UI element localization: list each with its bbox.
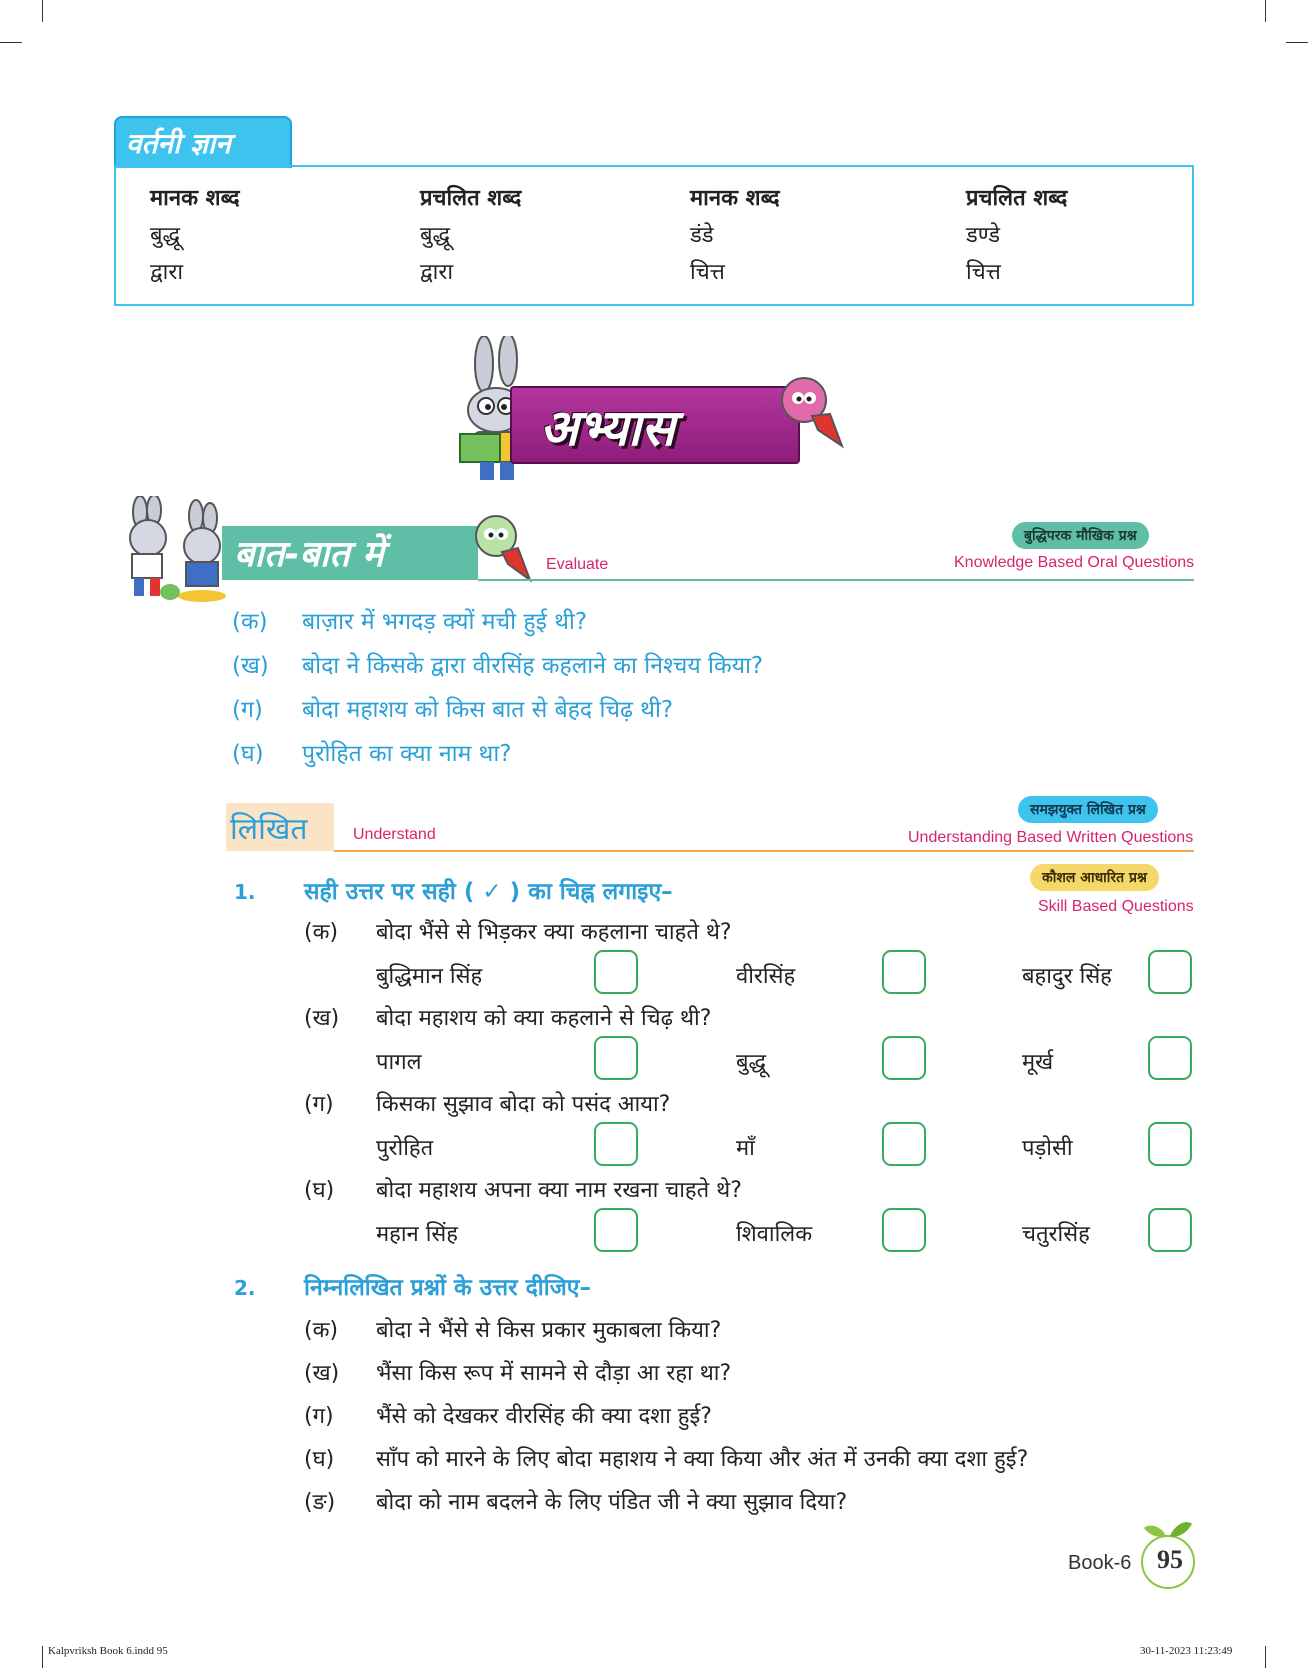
written-section-rule [334, 850, 1194, 852]
mcq-option: महान सिंह [376, 1222, 458, 1247]
mcq-option: पागल [376, 1050, 422, 1075]
spelling-column [690, 180, 780, 291]
word: डण्डे [966, 223, 1000, 248]
oral-badge-en: Knowledge Based Oral Questions [954, 554, 1195, 571]
column-header: प्रचलित शब्द [966, 186, 1068, 211]
spelling-title: वर्तनी ज्ञान [126, 127, 231, 160]
column-header: मानक शब्द [690, 186, 780, 211]
rabbits-illustration [110, 496, 234, 606]
answer-checkbox[interactable] [1148, 1208, 1192, 1252]
mcq-option: माँ [736, 1136, 755, 1161]
mcq-option: बुद्धू [736, 1050, 767, 1075]
oral-section-banner [222, 526, 478, 580]
written-section-tab [226, 803, 334, 851]
crop-mark [42, 1646, 43, 1668]
mcq-option: पुरोहित [376, 1136, 434, 1161]
skill-badge-en: Skill Based Questions [1038, 898, 1194, 915]
oral-section-title: बात-बात में [234, 534, 384, 575]
written-question: (ग) भैंसे को देखकर वीरसिंह की क्या दशा हुई? [304, 1404, 712, 1429]
spelling-column [966, 180, 1067, 291]
word: बुद्धू [420, 223, 451, 248]
oral-question: (ख) बोदा ने किसके द्वारा वीरसिंह कहलाने का निश्चय किया? [232, 653, 764, 679]
written-section-title: लिखित [230, 812, 308, 847]
answer-checkbox[interactable] [882, 1122, 926, 1166]
spelling-column [420, 180, 521, 291]
footer-timestamp: 30-11-2023 11:23:49 [1140, 1645, 1233, 1657]
mcq-option: वीरसिंह [736, 964, 796, 989]
oral-question: (क) बाज़ार में भगदड़ क्यों मची हुई थी? [232, 609, 588, 635]
skill-badge: कौशल आधारित प्रश्न [1030, 864, 1159, 891]
pencil-mascot-icon [472, 512, 534, 588]
answer-checkbox[interactable] [1148, 1122, 1192, 1166]
word: चित्त [966, 260, 1001, 285]
mcq-option: बुद्धिमान सिंह [376, 964, 483, 989]
word: बुद्धू [150, 223, 181, 248]
mcq-option: शिवालिक [736, 1222, 813, 1247]
written-question: (ङ) बोदा को नाम बदलने के लिए पंडित जी ने क्या सुझाव दिया? [304, 1490, 848, 1515]
oral-question: (ग) बोदा महाशय को किस बात से बेहद चिढ़ थी? [232, 697, 674, 723]
word: चित्त [690, 260, 725, 285]
column-header: प्रचलित शब्द [420, 186, 522, 211]
mcq-option: मूर्ख [1022, 1050, 1054, 1075]
answer-checkbox[interactable] [594, 950, 638, 994]
written-question: (घ) साँप को मारने के लिए बोदा महाशय ने क्या किया और अंत में उनकी क्या दशा हुई? [304, 1447, 1029, 1472]
abhyas-banner [510, 386, 800, 464]
page-number: 95 [1157, 1545, 1183, 1574]
abhyas-title: अभ्यास [540, 399, 675, 457]
answer-checkbox[interactable] [594, 1208, 638, 1252]
crop-mark [1265, 1646, 1266, 1668]
mcq-question: (क) बोदा भैंसे से भिड़कर क्या कहलाना चाहते थे? [304, 920, 732, 945]
crop-mark [1265, 0, 1266, 22]
mcq-option: चतुरसिंह [1022, 1222, 1090, 1247]
word: डंडे [690, 223, 714, 248]
word: द्वारा [150, 260, 184, 285]
footer-filename: Kalpvriksh Book 6.indd 95 [48, 1645, 168, 1657]
answer-checkbox[interactable] [1148, 950, 1192, 994]
question-number: 1. [234, 880, 256, 904]
answer-checkbox[interactable] [882, 950, 926, 994]
oral-question: (घ) पुरोहित का क्या नाम था? [232, 741, 512, 767]
mcq-option: पड़ोसी [1022, 1136, 1073, 1161]
answer-checkbox[interactable] [1148, 1036, 1192, 1080]
column-header: मानक शब्द [150, 186, 240, 211]
crop-mark [1286, 42, 1308, 43]
oral-section-rule [478, 579, 1194, 581]
answer-checkbox[interactable] [882, 1208, 926, 1252]
question-number: 2. [234, 1276, 256, 1300]
oral-skill-label: Evaluate [546, 556, 609, 573]
mcq-question: (ख) बोदा महाशय को क्या कहलाने से चिढ़ थी? [304, 1006, 712, 1031]
question-title: निम्नलिखित प्रश्नों के उत्तर दीजिए– [304, 1275, 591, 1301]
spelling-tab [114, 116, 292, 168]
written-question: (क) बोदा ने भैंसे से किस प्रकार मुकाबला किया? [304, 1318, 722, 1343]
spelling-column [150, 180, 240, 291]
word: द्वारा [420, 260, 454, 285]
pencil-mascot-icon [776, 374, 848, 454]
mcq-question: (घ) बोदा महाशय अपना क्या नाम रखना चाहते थे? [304, 1178, 742, 1203]
written-skill-label: Understand [353, 826, 436, 843]
written-question: (ख) भैंसा किस रूप में सामने से दौड़ा आ रहा था? [304, 1361, 732, 1386]
oral-badge: बुद्धिपरक मौखिक प्रश्न [1012, 522, 1149, 549]
written-badge: समझयुक्त लिखित प्रश्न [1018, 796, 1158, 823]
book-label: Book-6 [1068, 1552, 1132, 1574]
answer-checkbox[interactable] [594, 1122, 638, 1166]
written-badge-en: Understanding Based Written Questions [908, 829, 1194, 846]
question-title: सही उत्तर पर सही ( ✓ ) का चिह्न लगाइए– [304, 879, 673, 905]
crop-mark [0, 42, 22, 43]
crop-mark [42, 0, 43, 22]
answer-checkbox[interactable] [594, 1036, 638, 1080]
mcq-option: बहादुर सिंह [1022, 964, 1112, 989]
answer-checkbox[interactable] [882, 1036, 926, 1080]
mcq-question: (ग) किसका सुझाव बोदा को पसंद आया? [304, 1092, 671, 1117]
